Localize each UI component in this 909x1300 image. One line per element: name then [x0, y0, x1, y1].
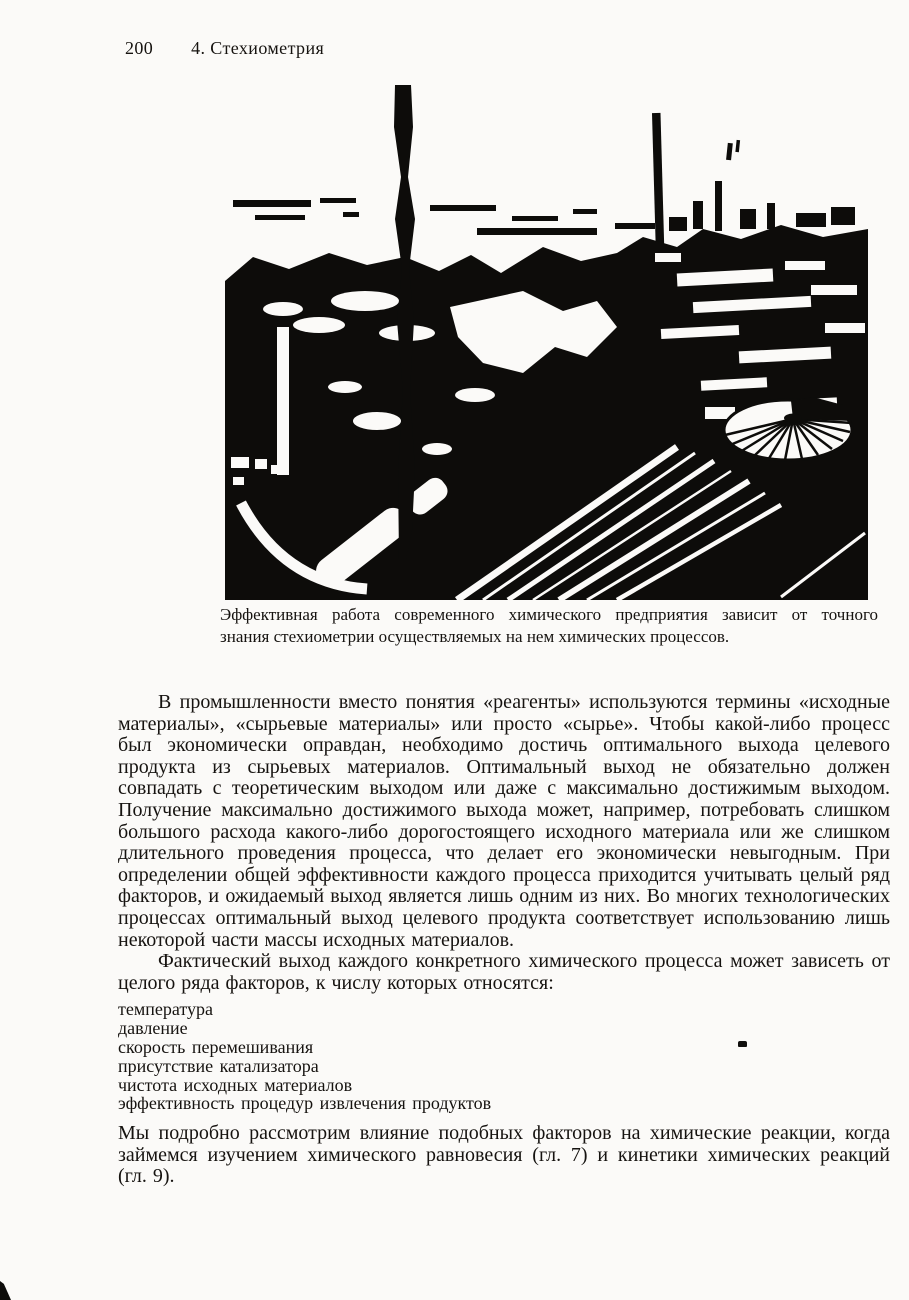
list-item: чистота исходных материалов — [118, 1074, 353, 1095]
paragraph-closing: Мы подробно рассмотрим влияние подобных факторов на химические реакции, когда займемся изучением химического равновесия (гл. 7) и кинетики химических реакций (гл. 9). — [118, 1122, 890, 1188]
plant-photo-svg — [225, 85, 868, 600]
plant-photo — [225, 85, 868, 600]
page-number: 200 — [125, 38, 154, 58]
list-item: присутствие катализатора — [118, 1055, 319, 1076]
skyline-structures — [669, 140, 855, 231]
running-header — [125, 38, 324, 59]
factors-list — [118, 1000, 890, 1113]
list-item: эффективность процедур извлечения продуктов — [118, 1093, 492, 1114]
list-item: скорость перемешивания — [118, 1036, 314, 1057]
paragraph-intro: В промышленности вместо понятия «реагенты» используются термины «исходные материалы», «сырьевые материалы» или просто «сырье». Чтобы какой-либо процесс был экономически оправдан, необходимо достичь оптимального выхода целевого продукта из сырьевых материалов. Оптимальный выход не обязательно должен совпадать с теоретическим выходом или даже с максимально достижимым выходом. Получение максимально достижимого выхода может, например, потребовать слишком большого расхода какого-либо дорогостоящего исходного материала или же слишком длительного проведения процесса, что делает его экономически невыгодным. При определении общей эффективности каждого процесса приходится учитывать целый ряд факторов, и ожидаемый выход является лишь одним из них. Во многих технологических процессах оптимальный выход целевого продукта соответствует использованию лишь некоторой части массы исходных материалов. — [118, 691, 890, 951]
scan-artifact-speck — [738, 1041, 747, 1047]
scan-artifact-corner — [0, 1281, 11, 1300]
list-item: температура — [118, 999, 214, 1020]
sky-streaks — [233, 198, 655, 235]
chapter-running-head: 4. Стехиометрия — [191, 38, 325, 58]
body-text — [118, 692, 890, 1188]
figure-caption — [220, 604, 878, 647]
caption-line: Эффективная работа современного химического предприятия зависит от точного — [220, 605, 878, 624]
caption-line: знания стехиометрии осуществляемых на нем химических процессов. — [220, 626, 730, 646]
paragraph-factors-lead: Фактический выход каждого конкретного химического процесса может зависеть от целого ряда факторов, к числу которых относятся: — [118, 950, 890, 994]
list-item: давление — [118, 1018, 188, 1039]
